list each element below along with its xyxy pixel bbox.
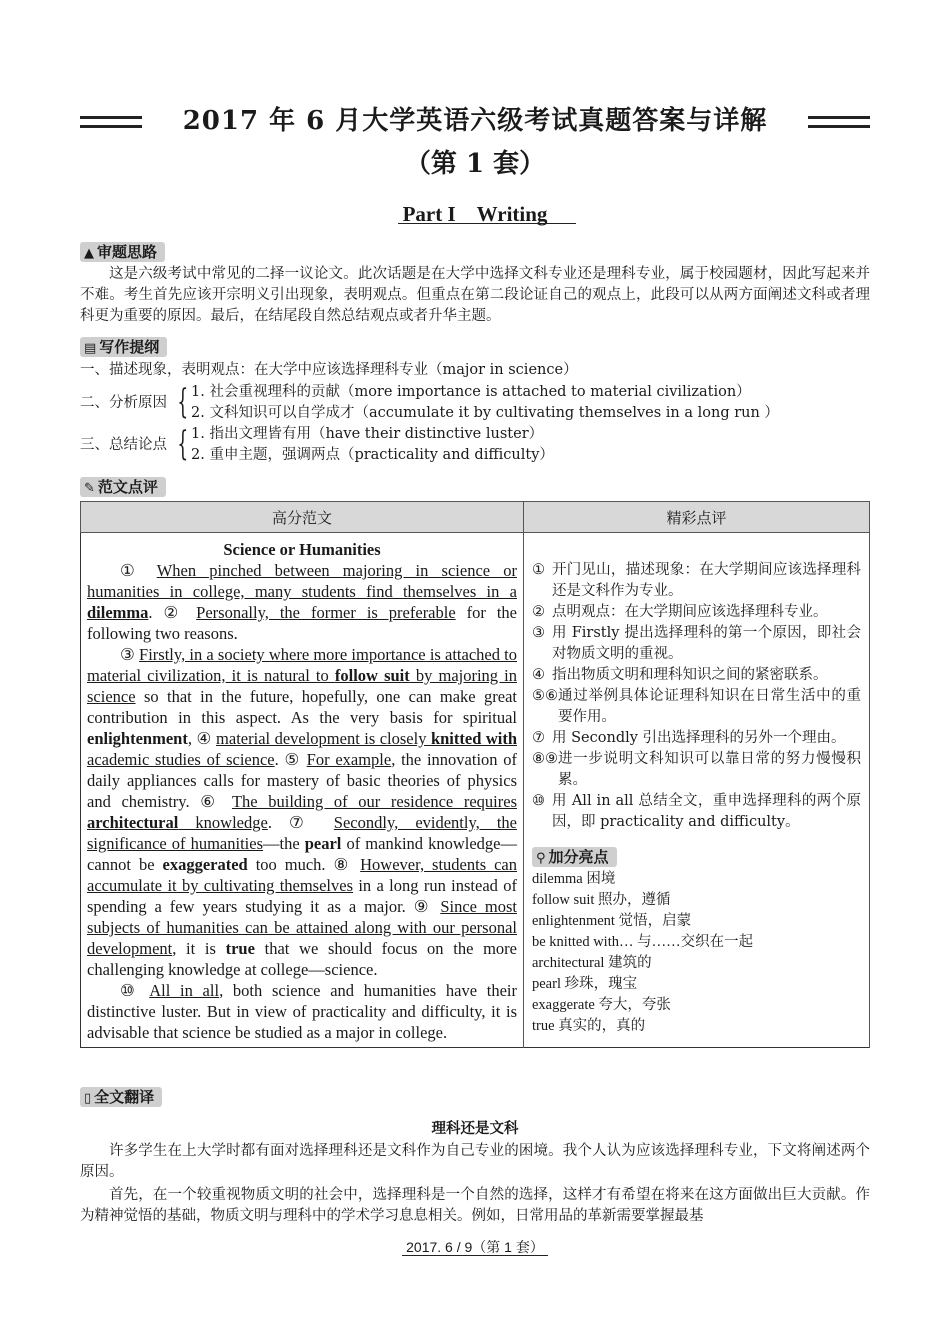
essay-text: so that in the future, hopefully, one can make great contribution in this aspect. As the very basis for spiritual <box>87 687 517 727</box>
essay-sentence: All in all <box>149 981 220 1000</box>
vocab-item: exaggerate 夸大，夸张 <box>532 997 671 1013</box>
outline-item-3-sub-1: 1. 指出文理皆有用（have their distinctive luster） <box>191 426 544 442</box>
page-footer <box>0 1237 950 1257</box>
sentence-number: ① <box>120 561 144 580</box>
essay-text: . <box>148 603 153 622</box>
page-subtitle: （第 1 套） <box>404 149 546 179</box>
essay-sentence: by majoring in science <box>87 666 517 706</box>
sentence-number: ⑥ <box>200 792 222 811</box>
essay-sentence: knowledge <box>178 813 268 832</box>
sentence-number: ⑦ <box>289 813 317 832</box>
essay-text: . <box>267 813 289 832</box>
translation-paragraph-2: 首先，在一个较重视物质文明的社会中，选择理科是一个自然的选择，这样才有希望在将来在这方面做出巨大贡献。作为精神觉悟的基础，物质文明与理科中的学术学习息息相关。例如，日常用品的革新需要掌握最基 <box>80 1187 870 1224</box>
essay-text: for the following two reasons. <box>87 603 518 643</box>
bonus-badge <box>532 847 861 869</box>
page-title: 2017 年 6 月大学英语六级考试真题答案与详解 <box>182 106 768 136</box>
sentence-number: ⑩ <box>120 981 141 1000</box>
essay-keyword: dilemma <box>87 603 149 622</box>
vocab-item: be knitted with… 与……交织在一起 <box>532 934 754 950</box>
essay-paragraph-1 <box>87 560 517 644</box>
essay-sentence: material development is closely <box>216 729 431 748</box>
bonus-label: 加分亮点 <box>548 848 609 866</box>
essay-paragraph-3 <box>87 980 517 1043</box>
outline-label: 写作提纲 <box>99 338 160 356</box>
essay-sentence: However, students can accumulate it by cultivating themselves <box>87 855 518 895</box>
essay-text: too much. <box>247 855 334 874</box>
pen-icon: ✎ <box>84 481 95 496</box>
part-underline <box>398 223 576 224</box>
essay-text: in a long run instead of spending a few years studying it as a major. <box>87 876 517 916</box>
essay-text: —the <box>263 834 305 853</box>
essay-title: Science or Humanities <box>223 540 381 559</box>
outline-badge <box>80 337 167 357</box>
outline-item-3-sub-2: 2. 重申主题，强调两点（practicality and difficulty） <box>191 447 554 463</box>
part-heading: Part I Writing <box>402 202 548 226</box>
essay-text: that we should focus on the more challenging knowledge at college—science. <box>87 939 517 979</box>
comment-item: ③ 用 Firstly 提出选择理科的第一个原因，即社会对物质文明的重视。 <box>532 625 861 662</box>
essay-sentence: Secondly, evidently, the significance of humanities <box>87 813 517 853</box>
comments-column <box>524 533 870 1048</box>
essay-keyword: architectural <box>87 813 179 832</box>
essay-keyword: exaggerated <box>162 855 248 874</box>
essay-sentence: Personally, the former is preferable <box>196 603 456 622</box>
comment-item: ① 开门见山，描述现象：在大学期间应该选择理科还是文科作为专业。 <box>532 562 861 599</box>
vocab-item: true 真实的，真的 <box>532 1018 646 1034</box>
outline-item-2-label: 二、分析原因 <box>80 395 167 411</box>
translation-title: 理科还是文科 <box>431 1121 519 1137</box>
essay-sentence: When pinched between majoring in science or humanities in college, many students find themselves in a <box>87 561 518 601</box>
essay-column-header: 高分范文 <box>81 502 524 533</box>
outline-item-3-label: 三、总结论点 <box>80 437 167 453</box>
comment-item: ⑦ 用 Secondly 引出选择理科的另外一个理由。 <box>532 730 846 746</box>
analysis-badge <box>80 242 165 262</box>
essay-sentence: The building of our residence requires <box>231 792 518 811</box>
comment-column-header: 精彩点评 <box>524 502 870 533</box>
sentence-number: ③ <box>120 645 135 664</box>
essay-text: , the innovation of daily appliances calls for mastery of basic theories of physics and chemistry. <box>87 750 518 811</box>
essay-table <box>80 501 870 1048</box>
outline-item-2-sub-1: 1. 社会重视理科的贡献（more importance is attached to material civilization） <box>191 384 751 400</box>
essay-sentence: Firstly, in a society where more importance is attached to material civilization, it is natural to <box>87 645 517 685</box>
brace-icon: { <box>177 424 189 464</box>
essay-keyword: knitted with <box>430 729 517 748</box>
review-label: 范文点评 <box>97 478 158 496</box>
triangle-icon: ▲ <box>84 246 94 261</box>
notebook-icon: ▤ <box>84 341 97 356</box>
analysis-label: 审题思路 <box>97 243 158 261</box>
essay-keyword: enlightenment <box>87 729 188 748</box>
translation-paragraph-1: 许多学生在上大学时都有面对选择理科还是文科作为自己专业的困境。我个人认为应该选择理科专业，下文将阐述两个原因。 <box>80 1143 870 1180</box>
essay-sentence: Since most subjects of humanities can be attained along with our personal development <box>87 897 518 958</box>
sentence-number: ② <box>163 603 186 622</box>
essay-sentence: For example <box>306 750 392 769</box>
page-number: 2017. 6 / 9（第 1 套） <box>402 1239 548 1256</box>
essay-text: of mankind knowledge—cannot be <box>87 834 517 874</box>
translation-label: 全文翻译 <box>94 1088 155 1106</box>
comment-item: ④ 指出物质文明和理科知识之间的紧密联系。 <box>532 667 828 683</box>
sentence-number: ⑨ <box>413 897 433 916</box>
essay-text: , it is <box>172 939 226 958</box>
vocab-item: follow suit 照办，遵循 <box>532 892 671 908</box>
comment-item: ⑩ 用 All in all 总结全文，重申选择理科的两个原因，即 practicality and difficulty。 <box>532 793 861 830</box>
vocab-item: architectural 建筑的 <box>532 955 652 971</box>
essay-sentence: academic studies of science <box>87 750 275 769</box>
comment-item: ⑤⑥ 通过举例具体论证理科知识在日常生活中的重要作用。 <box>532 688 861 725</box>
analysis-text: 这是六级考试中常见的二择一议论文。此次话题是在大学中选择文科专业还是理科专业，属于校园题材，因此写起来并不难。考生首先应该开宗明义引出现象，表明观点。但重点在第二段论证自己的观点上，此段可以从两方面阐述文科或者理科更为重要的原因。最后，在结尾段自然总结观点或者升华主题。 <box>80 266 870 324</box>
vocab-item: enlightenment 觉悟，启蒙 <box>532 913 692 929</box>
comment-item: ⑧⑨ 进一步说明文科知识可以靠日常的努力慢慢积累。 <box>532 751 861 788</box>
translation-badge <box>80 1087 162 1107</box>
model-essay <box>81 533 524 1048</box>
sentence-number: ④ <box>196 729 212 748</box>
review-badge <box>80 477 166 497</box>
page-icon: ▯ <box>84 1091 92 1106</box>
essay-keyword: true <box>225 939 255 958</box>
essay-text: , both science and humanities have their distinctive luster. But in view of practicality and difficulty, it is advisable that science be studied as a major in college. <box>87 981 517 1042</box>
outline-item-1: 一、描述现象，表明观点：在大学中应该选择理科专业（major in science） <box>80 362 578 378</box>
comment-item: ② 点明观点：在大学期间应该选择理科专业。 <box>532 604 828 620</box>
essay-text: . <box>274 750 285 769</box>
essay-paragraph-2 <box>87 644 517 980</box>
essay-keyword: follow suit <box>334 666 410 685</box>
essay-text: , <box>187 729 197 748</box>
sentence-number: ⑧ <box>333 855 353 874</box>
essay-keyword: pearl <box>304 834 342 853</box>
vocab-item: dilemma 困境 <box>532 871 616 887</box>
sentence-number: ⑤ <box>284 750 301 769</box>
brace-icon: { <box>177 382 189 422</box>
vocab-item: pearl 珍珠，瑰宝 <box>532 976 638 992</box>
outline-item-2-sub-2: 2. 文科知识可以自学成才（accumulate it by cultivating themselves in a long run ） <box>191 405 779 421</box>
magnifier-icon: ⚲ <box>536 851 546 866</box>
